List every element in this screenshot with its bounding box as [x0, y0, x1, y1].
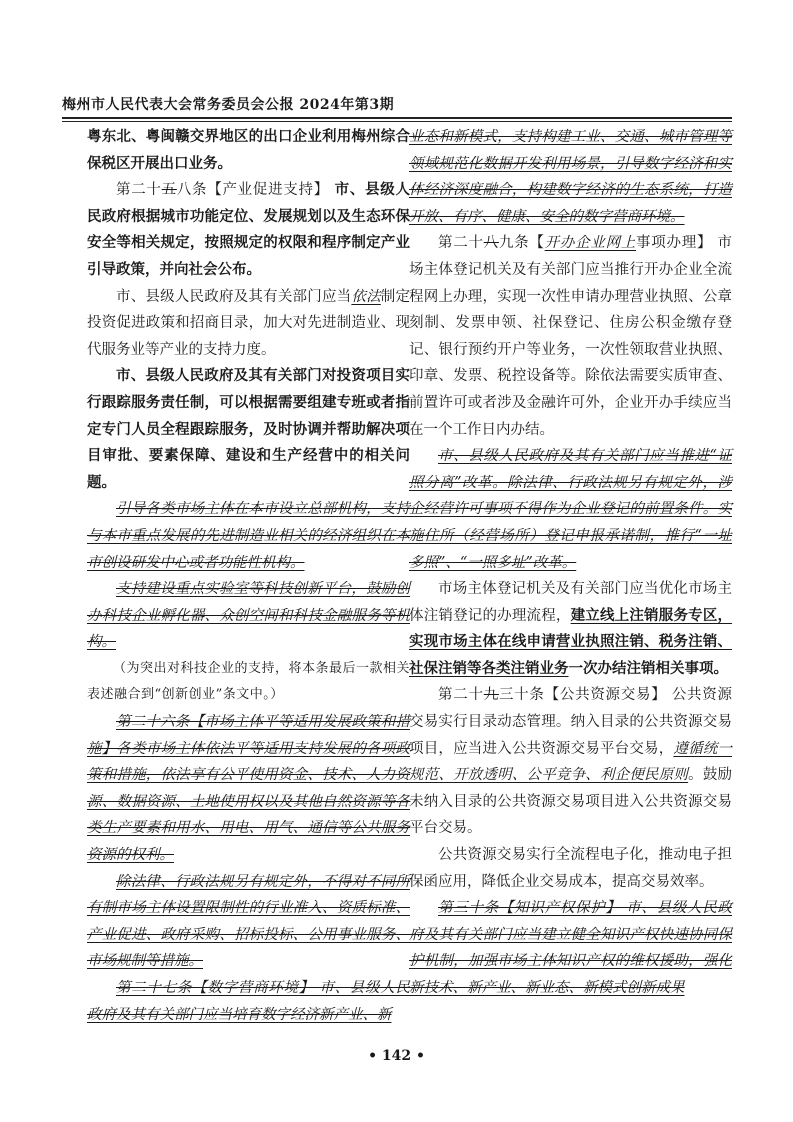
article-body: 市场主体登记机关及有关部门应当推行开办企业全流程网上办理，实现一次性申请办理营业执照、公章刻制、发票申领、社保登记、住房公积金缴存登记、银行预约开户等业务，一次性领取营业执照、印章、发票、税控设备等。除依法需要实质审查、前置许可或者涉及金融许可外，企业开办手续应当在一个工作日内办结。: [409, 235, 733, 438]
paragraph: 公共资源交易实行全流程电子化，推动电子担保函应用，降低企业交易成本，提高交易效率。: [409, 847, 732, 890]
deleted-paragraph: 业态和新模式，支持构建工业、交通、城市管理等领域规范化数据开发利用场景，引导数字经济和实体经济深度融合，构建数字经济的生态系统，打造开放、有序、健康、安全的数字营商环境。: [409, 129, 732, 225]
article-paragraph: 第二十九三十条【公共资源交易】 公共资源交易实行目录动态管理。纳入目录的公共资源交易项目，应当进入公共资源交易平台交易，遵循统一规范、开放透明、公平竞争、利企便民原则。鼓励未纳入目录的公共资源交易项目进入公共资源交易平台交易。: [409, 687, 733, 837]
deleted-article-paragraph: 第二十七条【数字营商环境】 市、县级人民政府及其有关部门应当培育数字经济新产业、新: [87, 980, 410, 1023]
paragraph: 市场主体登记机关及有关部门应当优化市场主体注销登记的办理流程，建立线上注销服务专区，实现市场主体在线申请营业执照注销、税务注销、社保注销等各类注销业务一次办结注销相关事项。: [409, 581, 733, 677]
article-heading: 第二十八九条【开办企业网上事项办理】: [438, 235, 713, 252]
header-rule-thin: [62, 121, 732, 122]
page-number: • 142 •: [368, 1048, 425, 1064]
deleted-article-paragraph: 第三十条【知识产权保护】 市、县级人民政府及其有关部门应当建立健全知识产权快速协同保护机制，加强市场主体知识产权的维权援助，强化新技术、新产业、新业态、新模式创新成果: [409, 900, 732, 996]
article-heading: 第二十五八条【产业促进支持】: [116, 182, 329, 199]
deleted-paragraph: 支持建设重点实验室等科技创新平台，鼓励创办科技企业孵化器、众创空间和科技金融服务等机构。: [87, 581, 410, 651]
paragraph: 市、县级人民政府及其有关部门应当依法制定投资促进政策和招商目录，加大对先进制造业、现代服务业等产业的支持力度。: [87, 288, 411, 358]
editor-note: （为突出对科技企业的支持，将本条最后一款相关表述融合到“创新创业”条文中。）: [87, 660, 411, 703]
article-paragraph: [409, 230, 732, 443]
article-heading: 第二十九三十条【公共资源交易】: [438, 687, 667, 704]
deleted-paragraph: 市、县级人民政府及其有关部门应当推进“证照分离”改革。除法律、行政法规另有规定外，涉企经营许可事项不得作为企业登记的前置条件。实施住所（经营场所）登记申报承诺制，推行“一址多照”、“一照多址”改革。: [409, 448, 732, 571]
header-rule: [62, 117, 732, 119]
deleted-paragraph: 引导各类市场主体在本市设立总部机构，支持与本市重点发展的先进制造业相关的经济组织在本市创设研发中心或者功能性机构。: [87, 501, 410, 571]
left-column: [87, 124, 410, 1028]
paragraph: 粤东北、粤闽赣交界地区的出口企业利用梅州综合保税区开展出口业务。: [87, 128, 410, 172]
paragraph: 市、县级人民政府及其有关部门对投资项目实行跟踪服务责任制，可以根据需要组建专班或者指定专门人员全程跟踪服务，及时协调并帮助解决项目审批、要素保障、建设和生产经营中的相关问题。: [87, 367, 410, 491]
article-body: 市、县级人民政府根据城市功能定位、发展规划以及生态环保安全等相关规定，按照规定的权限和程序制定产业引导政策，并向社会公布。: [87, 181, 411, 278]
right-column: [409, 124, 732, 1002]
deleted-article-paragraph: 第二十六条【市场主体平等适用发展政策和措施】各类市场主体依法平等适用支持发展的各项政策和措施，依法享有公平使用资金、技术、人力资源、数据资源、土地使用权以及其他自然资源等各类生产要素和用水、用电、用气、通信等公共服务资源的权利。: [87, 714, 410, 864]
deleted-paragraph: 除法律、行政法规另有规定外，不得对不同所有制市场主体设置限制性的行业准入、资质标准、产业促进、政府采购、招标投标、公用事业服务、市场规制等措施。: [87, 873, 410, 970]
article-paragraph: [87, 177, 410, 283]
bulletin-header-title: 梅州市人民代表大会常务委员会公报 2024年第3期: [62, 97, 395, 113]
